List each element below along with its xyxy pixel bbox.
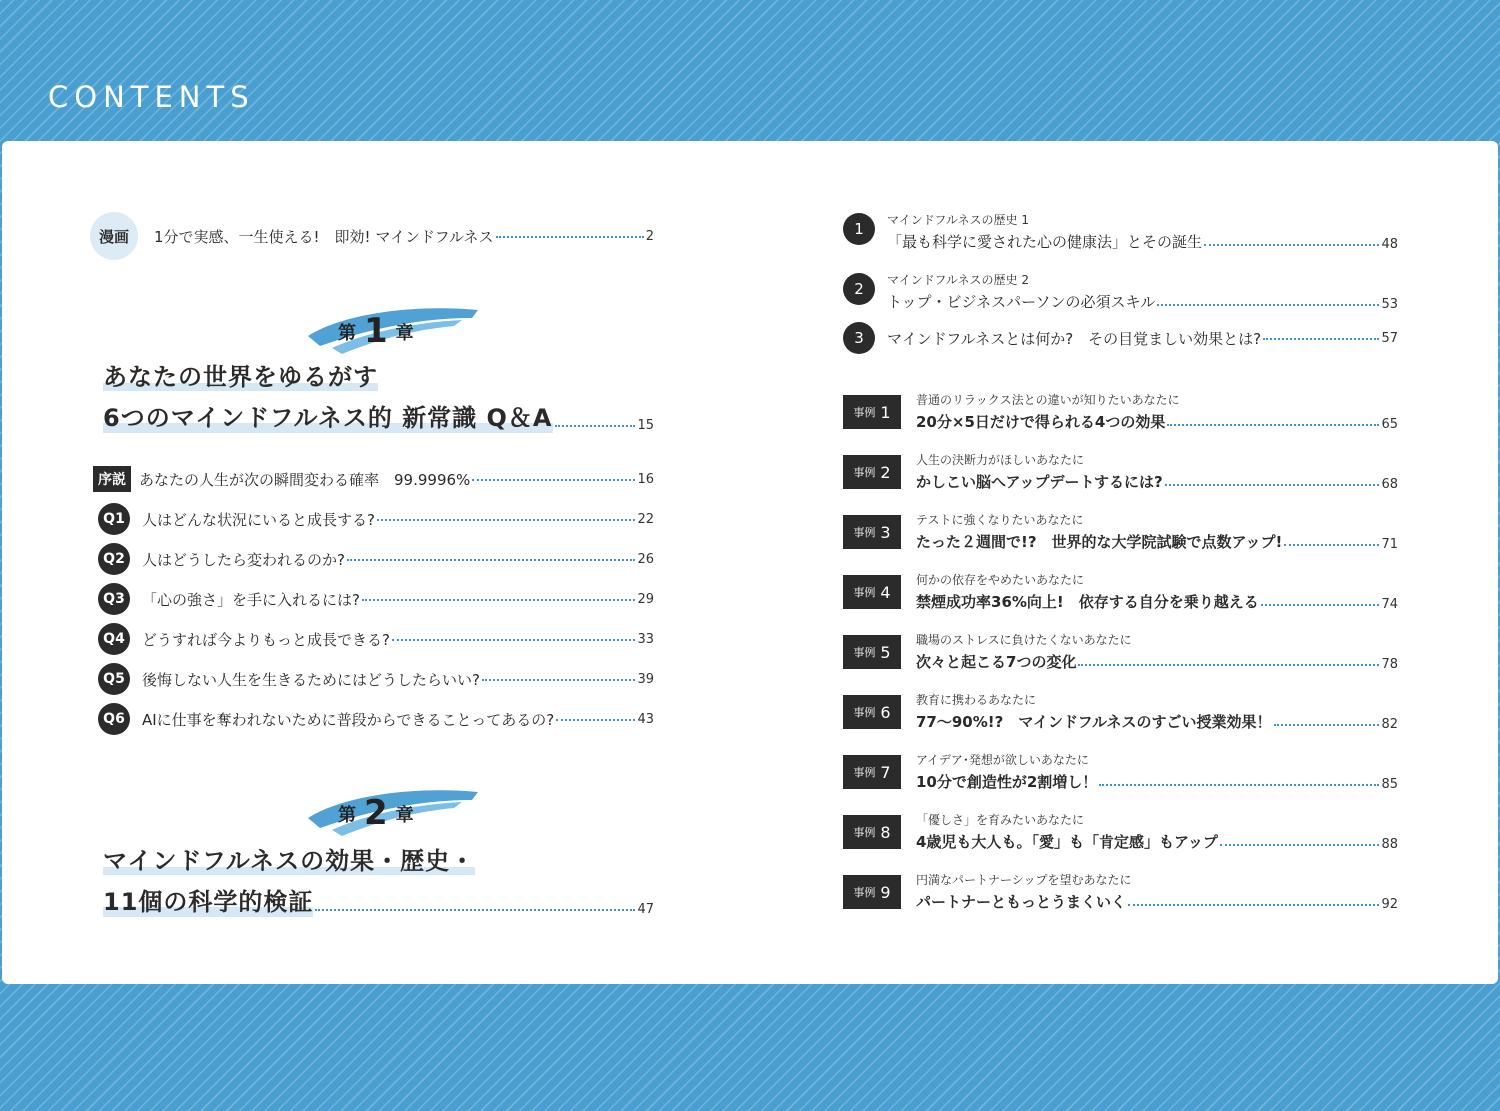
leader-dots bbox=[1165, 484, 1380, 486]
toc-entry-subtitle: 「優しさ」を育みたいあなたに bbox=[916, 813, 1085, 827]
toc-entry-title: 20分×5日だけで得られる4つの効果 bbox=[916, 413, 1166, 431]
toc-entry-q5[interactable] bbox=[98, 663, 654, 695]
case-badge-label: 事例 bbox=[853, 826, 876, 839]
question-badge: Q5 bbox=[98, 663, 130, 695]
toc-entry-q2[interactable] bbox=[98, 543, 654, 575]
history-number-badge: 1 bbox=[843, 213, 875, 245]
case-badge-number: 4 bbox=[880, 582, 891, 602]
page-number: 15 bbox=[637, 418, 654, 433]
case-badge-number: 2 bbox=[880, 462, 891, 482]
toc-entry-subtitle: アイデア･発想が欲しいあなたに bbox=[916, 753, 1089, 767]
leader-dots bbox=[1263, 338, 1379, 340]
case-badge bbox=[843, 695, 901, 729]
toc-entry-case-3[interactable] bbox=[843, 506, 1398, 552]
page-number: 88 bbox=[1381, 837, 1398, 852]
toc-entry-q1[interactable] bbox=[98, 503, 654, 535]
page-number: 71 bbox=[1381, 537, 1398, 552]
page-number: 57 bbox=[1381, 330, 1398, 346]
toc-entry-q6[interactable] bbox=[98, 703, 654, 735]
leader-dots bbox=[555, 425, 636, 427]
page-number: 29 bbox=[637, 591, 654, 607]
case-badge-label: 事例 bbox=[853, 406, 876, 419]
chapter-title-line2: 6つのマインドフルネス的 新常識 Q＆A bbox=[103, 398, 553, 433]
toc-entry-title: マインドフルネスとは何か? その目覚ましい効果とは? bbox=[887, 329, 1262, 348]
chapter-2-mark bbox=[302, 778, 482, 838]
toc-entry-case-5[interactable] bbox=[843, 626, 1398, 672]
leader-dots bbox=[1284, 544, 1379, 546]
leader-dots bbox=[315, 909, 635, 911]
page-number: 53 bbox=[1381, 297, 1398, 312]
case-badge-number: 8 bbox=[880, 822, 891, 842]
toc-entry-title: かしこい脳へアップデートするには? bbox=[916, 473, 1163, 491]
case-badge bbox=[843, 635, 901, 669]
toc-entry-title: 1分で実感、一生使える! 即効! マインドフルネス bbox=[154, 227, 494, 246]
question-badge: Q6 bbox=[98, 703, 130, 735]
page-number: 92 bbox=[1381, 897, 1398, 912]
case-badge-label: 事例 bbox=[853, 526, 876, 539]
toc-entry-case-6[interactable] bbox=[843, 686, 1398, 732]
chapter-prefix: 第 bbox=[338, 805, 356, 826]
question-badge: Q4 bbox=[98, 623, 130, 655]
toc-entry-title: パートナーともっとうまくいく bbox=[916, 893, 1127, 911]
toc-entry-case-9[interactable] bbox=[843, 866, 1398, 912]
toc-entry-manga[interactable] bbox=[90, 212, 654, 260]
toc-entry-q4[interactable] bbox=[98, 623, 654, 655]
toc-entry-subtitle: マインドフルネスの歴史 2 bbox=[887, 273, 1030, 287]
page-number: 43 bbox=[637, 711, 654, 727]
chapter-1-title[interactable] bbox=[103, 357, 654, 433]
page-number: 78 bbox=[1381, 657, 1398, 672]
leader-dots bbox=[1157, 304, 1379, 306]
toc-entry-case-1[interactable] bbox=[843, 386, 1398, 432]
contents-heading: CONTENTS bbox=[48, 80, 255, 114]
toc-entry-subtitle: 職場のストレスに負けたくないあなたに bbox=[916, 633, 1132, 647]
chapter-prefix: 第 bbox=[338, 323, 356, 344]
toc-entry-title: あなたの人生が次の瞬間変わる確率 99.9996% bbox=[139, 470, 471, 489]
leader-dots bbox=[1099, 784, 1379, 786]
toc-entry-title: 後悔しない人生を生きるためにはどうしたらいい? bbox=[142, 670, 480, 689]
case-badge-label: 事例 bbox=[853, 706, 876, 719]
leader-dots bbox=[362, 599, 635, 601]
chapter-suffix: 章 bbox=[395, 323, 414, 344]
toc-entry-case-7[interactable] bbox=[843, 746, 1398, 792]
toc-entry-prologue[interactable] bbox=[93, 466, 654, 492]
chapter-2-title[interactable] bbox=[103, 841, 654, 917]
leader-dots bbox=[472, 479, 635, 481]
toc-entry-case-8[interactable] bbox=[843, 806, 1398, 852]
chapter-title-line1: マインドフルネスの効果・歴史・ bbox=[103, 847, 476, 875]
toc-entry-q3[interactable] bbox=[98, 583, 654, 615]
leader-dots bbox=[1128, 904, 1379, 906]
case-badge-number: 9 bbox=[880, 882, 891, 902]
toc-entry-subtitle: 人生の決断力がほしいあなたに bbox=[916, 453, 1085, 467]
leader-dots bbox=[1220, 844, 1380, 846]
leader-dots bbox=[556, 719, 635, 721]
leader-dots bbox=[1204, 244, 1379, 246]
case-badge bbox=[843, 395, 901, 429]
toc-entry-title: どうすれば今よりもっと成長できる? bbox=[142, 630, 390, 649]
leader-dots bbox=[392, 639, 635, 641]
case-badge bbox=[843, 515, 901, 549]
toc-entry-title: 「心の強さ」を手に入れるには? bbox=[142, 590, 360, 609]
toc-entry-title: 次々と起こる7つの変化 bbox=[916, 653, 1077, 671]
toc-entry-history-1[interactable] bbox=[843, 206, 1398, 252]
page-number: 39 bbox=[637, 671, 654, 687]
page-number: 33 bbox=[637, 631, 654, 647]
case-badge-number: 3 bbox=[880, 522, 891, 542]
leader-dots bbox=[1167, 424, 1379, 426]
chapter-suffix: 章 bbox=[395, 805, 414, 826]
toc-entry-title: 4歳児も大人も。「愛」も「肯定感」もアップ bbox=[916, 833, 1218, 851]
chapter-title-line1: あなたの世界をゆるがす bbox=[103, 363, 378, 391]
case-badge bbox=[843, 875, 901, 909]
case-badge bbox=[843, 575, 901, 609]
toc-entry-title: AIに仕事を奪われないために普段からできることってあるの? bbox=[142, 710, 555, 729]
leader-dots bbox=[496, 236, 644, 238]
case-badge-number: 6 bbox=[880, 702, 891, 722]
page-number: 2 bbox=[645, 228, 654, 244]
toc-entry-case-2[interactable] bbox=[843, 446, 1398, 492]
toc-entry-subtitle: 円満なパートナーシップを望むあなたに bbox=[916, 873, 1132, 887]
question-badge: Q3 bbox=[98, 583, 130, 615]
toc-entry-title: 禁煙成功率36%向上! 依存する自分を乗り越える bbox=[916, 593, 1259, 611]
page-number: 26 bbox=[637, 551, 654, 567]
case-badge-label: 事例 bbox=[853, 886, 876, 899]
leader-dots bbox=[1274, 724, 1380, 726]
case-badge-label: 事例 bbox=[853, 586, 876, 599]
case-badge-number: 5 bbox=[880, 642, 891, 662]
prologue-badge: 序説 bbox=[93, 466, 131, 492]
toc-entry-history-3[interactable] bbox=[843, 316, 1398, 360]
toc-entry-title: 「最も科学に愛された心の健康法」とその誕生 bbox=[887, 233, 1203, 251]
case-badge bbox=[843, 755, 901, 789]
page-number: 65 bbox=[1381, 417, 1398, 432]
chapter-1-mark bbox=[302, 296, 482, 356]
toc-entry-title: 人はどうしたら変われるのか? bbox=[142, 550, 345, 569]
case-badge-number: 7 bbox=[880, 762, 891, 782]
toc-entry-title: 77〜90%!? マインドフルネスのすごい授業効果！ bbox=[916, 713, 1272, 731]
page-number: 47 bbox=[637, 902, 654, 917]
history-number-badge: 3 bbox=[843, 322, 875, 354]
leader-dots bbox=[1261, 604, 1380, 606]
page-number: 16 bbox=[637, 471, 654, 487]
case-badge-number: 1 bbox=[880, 402, 891, 422]
chapter-title-line2: 11個の科学的検証 bbox=[103, 882, 313, 917]
chapter-number: 2 bbox=[364, 793, 388, 833]
case-badge-label: 事例 bbox=[853, 766, 876, 779]
case-badge bbox=[843, 455, 901, 489]
toc-entry-subtitle: マインドフルネスの歴史 1 bbox=[887, 213, 1030, 227]
toc-entry-subtitle: テストに強くなりたいあなたに bbox=[916, 513, 1084, 527]
toc-entry-subtitle: 何かの依存をやめたいあなたに bbox=[916, 573, 1085, 587]
page-number: 22 bbox=[637, 511, 654, 527]
case-badge bbox=[843, 815, 901, 849]
history-number-badge: 2 bbox=[843, 273, 875, 305]
leader-dots bbox=[347, 559, 635, 561]
page-number: 48 bbox=[1381, 237, 1398, 252]
leader-dots bbox=[1078, 664, 1379, 666]
toc-entry-subtitle: 教育に携わるあなたに bbox=[916, 693, 1037, 707]
chapter-number: 1 bbox=[364, 311, 388, 351]
page-number: 82 bbox=[1381, 717, 1398, 732]
page-number: 85 bbox=[1381, 777, 1398, 792]
leader-dots bbox=[377, 519, 635, 521]
leader-dots bbox=[482, 679, 635, 681]
page-number: 74 bbox=[1381, 597, 1398, 612]
toc-entry-title: たった２週間で!? 世界的な大学院試験で点数アップ! bbox=[916, 533, 1283, 551]
toc-entry-title: 10分で創造性が2割増し！ bbox=[916, 773, 1098, 791]
toc-entry-history-2[interactable] bbox=[843, 266, 1398, 312]
question-badge: Q2 bbox=[98, 543, 130, 575]
toc-entry-title: 人はどんな状況にいると成長する? bbox=[142, 510, 375, 529]
manga-badge: 漫画 bbox=[90, 212, 138, 260]
page-number: 68 bbox=[1381, 477, 1398, 492]
case-badge-label: 事例 bbox=[853, 646, 876, 659]
case-badge-label: 事例 bbox=[853, 466, 876, 479]
toc-entry-subtitle: 普通のリラックス法との違いが知りたいあなたに bbox=[916, 393, 1180, 407]
toc-entry-title: トップ・ビジネスパーソンの必須スキル bbox=[887, 293, 1156, 311]
toc-entry-case-4[interactable] bbox=[843, 566, 1398, 612]
question-badge: Q1 bbox=[98, 503, 130, 535]
